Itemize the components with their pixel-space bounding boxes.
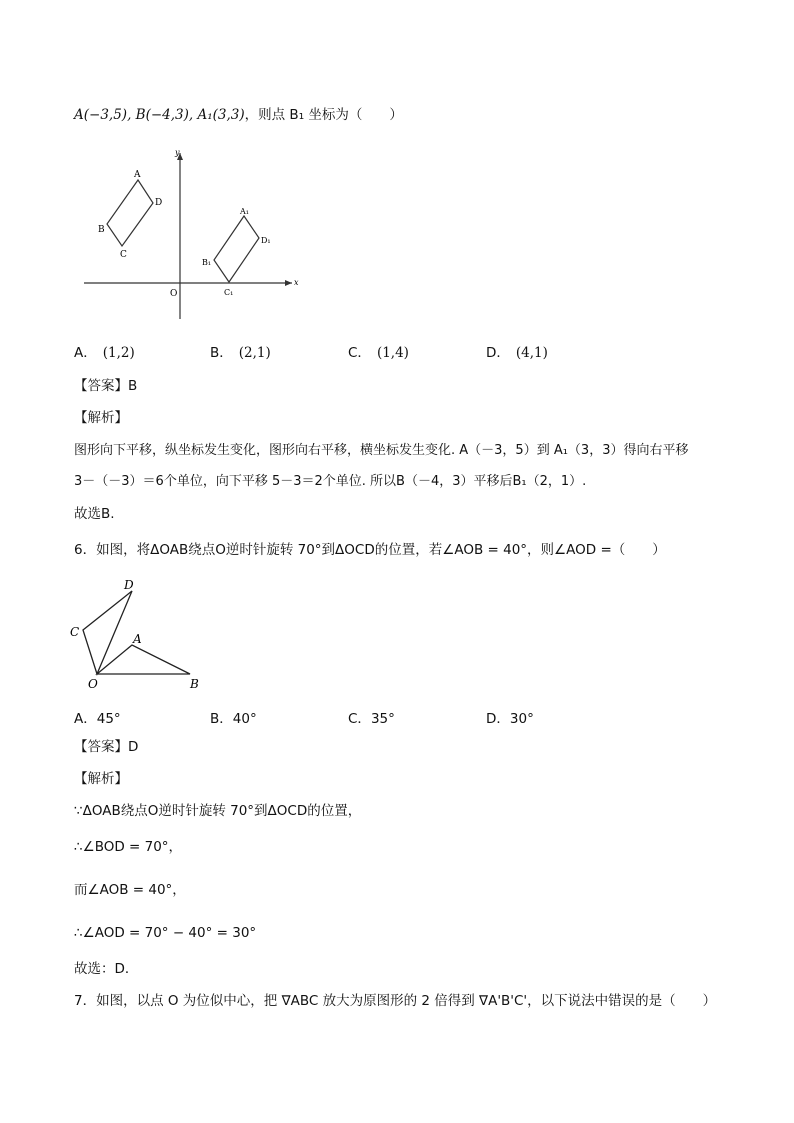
q5-conclusion: 故选B.	[74, 506, 115, 522]
point-o-label: O	[88, 677, 98, 691]
point-a-label: A	[134, 170, 141, 180]
q5-option-a[interactable]: A． (1,2)	[74, 345, 135, 361]
parallelogram-abcd	[107, 180, 153, 246]
q5-option-b[interactable]: B． (2,1)	[210, 345, 271, 361]
triangle-oab	[97, 645, 190, 674]
q6-option-b[interactable]: B．40°	[210, 711, 257, 727]
q6-stem: 6．如图，将ΔOAB绕点O逆时针旋转 70°到ΔOCD的位置，若∠AOB = 40°，则∠AOD =（ ）	[74, 542, 666, 558]
q6-option-a[interactable]: A．45°	[74, 711, 121, 727]
q5-stem-coordinates: A(−3,5), B(−4,3), A₁(3,3)	[74, 107, 245, 123]
q6-step-4: ∴∠AOD = 70° − 40° = 30°	[74, 925, 257, 941]
point-d1-label: D₁	[261, 236, 271, 245]
point-b-label: B	[98, 225, 105, 235]
point-c1-label: C₁	[224, 288, 234, 297]
triangle-ocd	[83, 591, 132, 674]
point-d-label: D	[124, 578, 134, 592]
point-b1-label: B₁	[202, 258, 212, 267]
q5-option-c[interactable]: C． (1,4)	[348, 345, 409, 361]
origin-label: O	[170, 289, 178, 299]
point-c-label: C	[120, 250, 127, 260]
q5-analysis-title: 【解析】	[74, 410, 128, 426]
y-axis-label: y	[175, 148, 180, 157]
point-c-label: C	[70, 625, 80, 639]
x-axis-arrow	[285, 280, 292, 286]
point-a-label: A	[133, 632, 142, 646]
q6-conclusion: 故选：D．	[74, 961, 139, 977]
q6-step-2: ∴∠BOD = 70°，	[74, 839, 183, 855]
q6-step-1: ∵ΔOAB绕点O逆时针旋转 70°到ΔOCD的位置，	[74, 803, 362, 819]
q5-stem-text: ，则点 B₁ 坐标为（ ）	[244, 107, 403, 123]
q5-option-d[interactable]: D． (4,1)	[486, 345, 548, 361]
q6-analysis-title: 【解析】	[74, 771, 128, 787]
point-d-label: D	[155, 198, 163, 208]
q6-option-c[interactable]: C．35°	[348, 711, 395, 727]
q6-step-3: 而∠AOB = 40°，	[74, 882, 186, 898]
point-a1-label: A₁	[240, 207, 249, 216]
q5-answer: 【答案】B	[74, 378, 138, 394]
q6-rotation-figure	[66, 573, 216, 695]
q5-analysis-line-1: 图形向下平移，纵坐标发生变化，图形向右平移，横坐标发生变化. A（－3，5）到 A₁（3，3）得向右平移	[74, 443, 689, 458]
q6-answer: 【答案】D	[74, 739, 139, 755]
q7-stem: 7．如图，以点 O 为位似中心，把 ∇ABC 放大为原图形的 2 倍得到 ∇A'B'C'，以下说法中错误的是（ ）	[74, 993, 717, 1009]
q6-option-d[interactable]: D．30°	[486, 711, 534, 727]
q5-coordinate-figure	[78, 145, 308, 325]
q5-stem	[74, 106, 403, 124]
x-axis-label: x	[294, 278, 299, 287]
q5-analysis-line-2: 3－（－3）＝6个单位，向下平移 5－3＝2个单位. 所以B（－4，3）平移后B₁（2，1）.	[74, 474, 587, 489]
point-b-label: B	[190, 677, 199, 691]
parallelogram-a1b1c1d1	[214, 216, 259, 282]
